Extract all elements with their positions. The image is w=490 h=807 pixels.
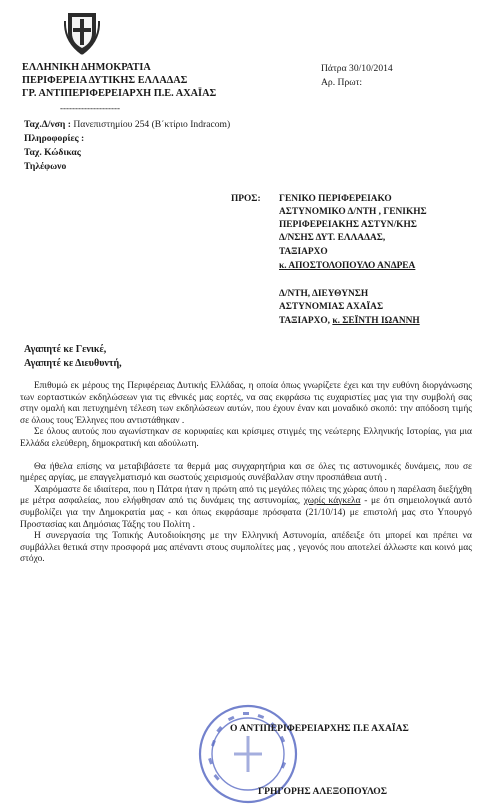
recipient-1-line-5: ΤΑΞΙΑΡΧΟ [279,247,328,257]
letter-body [20,381,472,566]
recipient-2-line-2: ΑΣΤΥΝΟΜΙΑΣ ΑΧΑΪΑΣ [279,302,384,312]
recipient-2-line-1: Δ/ΝΤΗ, ΔΙΕΥΘΥΝΣΗ [279,289,369,299]
recipient-2-name: κ. ΣΕΪΝΤΗ ΙΩΑΝΝΗ [332,316,420,326]
recipient-1-line-3: ΠΕΡΙΦΕΡΕΙΑΚΗΣ ΑΣΤΥΝ/ΚΗΣ [279,220,417,230]
header-separator: -------------------- [60,103,120,113]
phone-label: Τηλέφωνο [24,161,67,172]
address-label: Ταχ.Δ/νση : [24,119,71,130]
pros-label: ΠΡΟΣ: [231,194,261,204]
recipient-2-line-3 [279,315,420,328]
signatory-title: Ο ΑΝΤΙΠΕΡΙΦΕΡΕΙΑΡΧΗΣ Π.Ε ΑΧΑΪΑΣ [230,723,409,734]
header-line-2: ΠΕΡΙΦΕΡΕΙΑ ΔΥΤΙΚΗΣ ΕΛΛΑΔΑΣ [22,75,188,86]
recipient-1-line-1: ΓΕΝΙΚΟ ΠΕΡΙΦΕΡΕΙΑΚΟ [279,194,392,204]
salutation-line-2: Αγαπητέ κε Διευθυντή, [24,358,122,369]
body-paragraph-5: Η συνεργασία της Τοπικής Αυτοδιοίκησης με την Ελληνική Αστυνομία, απέδειξε ότι μπορεί και πρέπει να συμβάλλει θετικά στην προσφορά μας απέναντι στους συμπολίτες μας , γεγονός που αποτελεί άλλωστε και κοινό μας στόχο. [20,531,472,565]
recipient-1-name: κ. ΑΠΟΣΤΟΛΟΠΟΥΛΟ ΑΝΔΡΕΑ [279,261,416,271]
recipient-1-line-2: ΑΣΤΥΝΟΜΙΚΟ Δ/ΝΤΗ , ΓΕΝΙΚΗΣ [279,207,427,217]
body-paragraph-1: Επιθυμώ εκ μέρους της Περιφέρειας Δυτικής Ελλάδας, η οποία όπως γνωρίζετε έχει και την ευθύνη διοργάνωσης των εορταστικών εκδηλώσεων για τις εθνικές μας εορτές, να σας εκφράσω τις ευχαριστίες μας για την συμβολή σας στην ομαλή και πετυχημένη τέλεση των εκδηλώσεων αυτών, που έχουν έναν και μοναδικό σκοπό: την απόδοση τιμής σε όλους τους Έλληνες που αντιστάθηκαν . [20,381,472,426]
recipient-1-line-4: Δ/ΝΣΗΣ ΔΥΤ. ΕΛΛΑΔΑΣ, [279,233,386,243]
zip-label: Ταχ. Κώδικας [24,147,81,158]
greek-emblem-icon [64,11,100,55]
protocol-label: Αρ. Πρωτ: [321,77,363,88]
recipient-2-rank: ΤΑΞΙΑΡΧΟ, [279,316,333,326]
info-label: Πληροφορίες : [24,133,85,144]
underlined-phrase: χωρίς κάγκελα [303,496,361,507]
salutation-line-1: Αγαπητέ κε Γενικέ, [24,344,107,355]
body-paragraph-4: Χαιρόμαστε δε ιδιαίτερα, που η Πάτρα ήταν η πρώτη από τις μεγάλες πόλεις της χώρας όπου η παρέλαση διεξήχθη με μέτρα ασφαλείας, που ελήφθησαν από τις δυνάμεις της αστυνομίας, χωρίς κάγκελα - με ότι σημειολογικά αυτό συμβολίζει για την Δημοκρατία μας - και όπως εκφράσαμε πρόσφατα (21/10/14) με επιστολή μας στο Υπουργό Προστασίας και Δημόσιας Τάξης του Πολίτη . [20,484,472,530]
place-date: Πάτρα 30/10/2014 [321,63,393,74]
address-row [24,118,230,131]
header-line-1: ΕΛΛΗΝΙΚΗ ΔΗΜΟΚΡΑΤΙΑ [22,62,151,73]
signatory-name: ΓΡΗΓΟΡΗΣ ΑΛΕΞΟΠΟΥΛΟΣ [258,786,387,797]
body-paragraph-2: Σε όλους αυτούς που αγωνίστηκαν σε κορυφαίες και κρίσιμες στιγμές της νεώτερης Ελληνικής Ιστορίας, για μια Ελλάδα ελεύθερη, δημοκρατική και αδούλωτη. [20,427,472,449]
header-line-3: ΓΡ. ΑΝΤΙΠΕΡΙΦΕΡΕΙΑΡΧΗ Π.Ε. ΑΧΑΪΑΣ [22,88,217,99]
body-paragraph-3: Θα ήθελα επίσης να μεταβιβάσετε τα θερμά μας συγχαρητήρια και σε όλες τις αστυνομικές δυνάμεις, που σε ημέρες αργίας, με επαγγελματισμό και σωστούς χειρισμούς συνέβαλλαν στην προσπάθεια αυτή . [20,461,472,484]
address-value: Πανεπιστημίου 254 (Β΄κτίριο Indracom) [73,119,231,130]
